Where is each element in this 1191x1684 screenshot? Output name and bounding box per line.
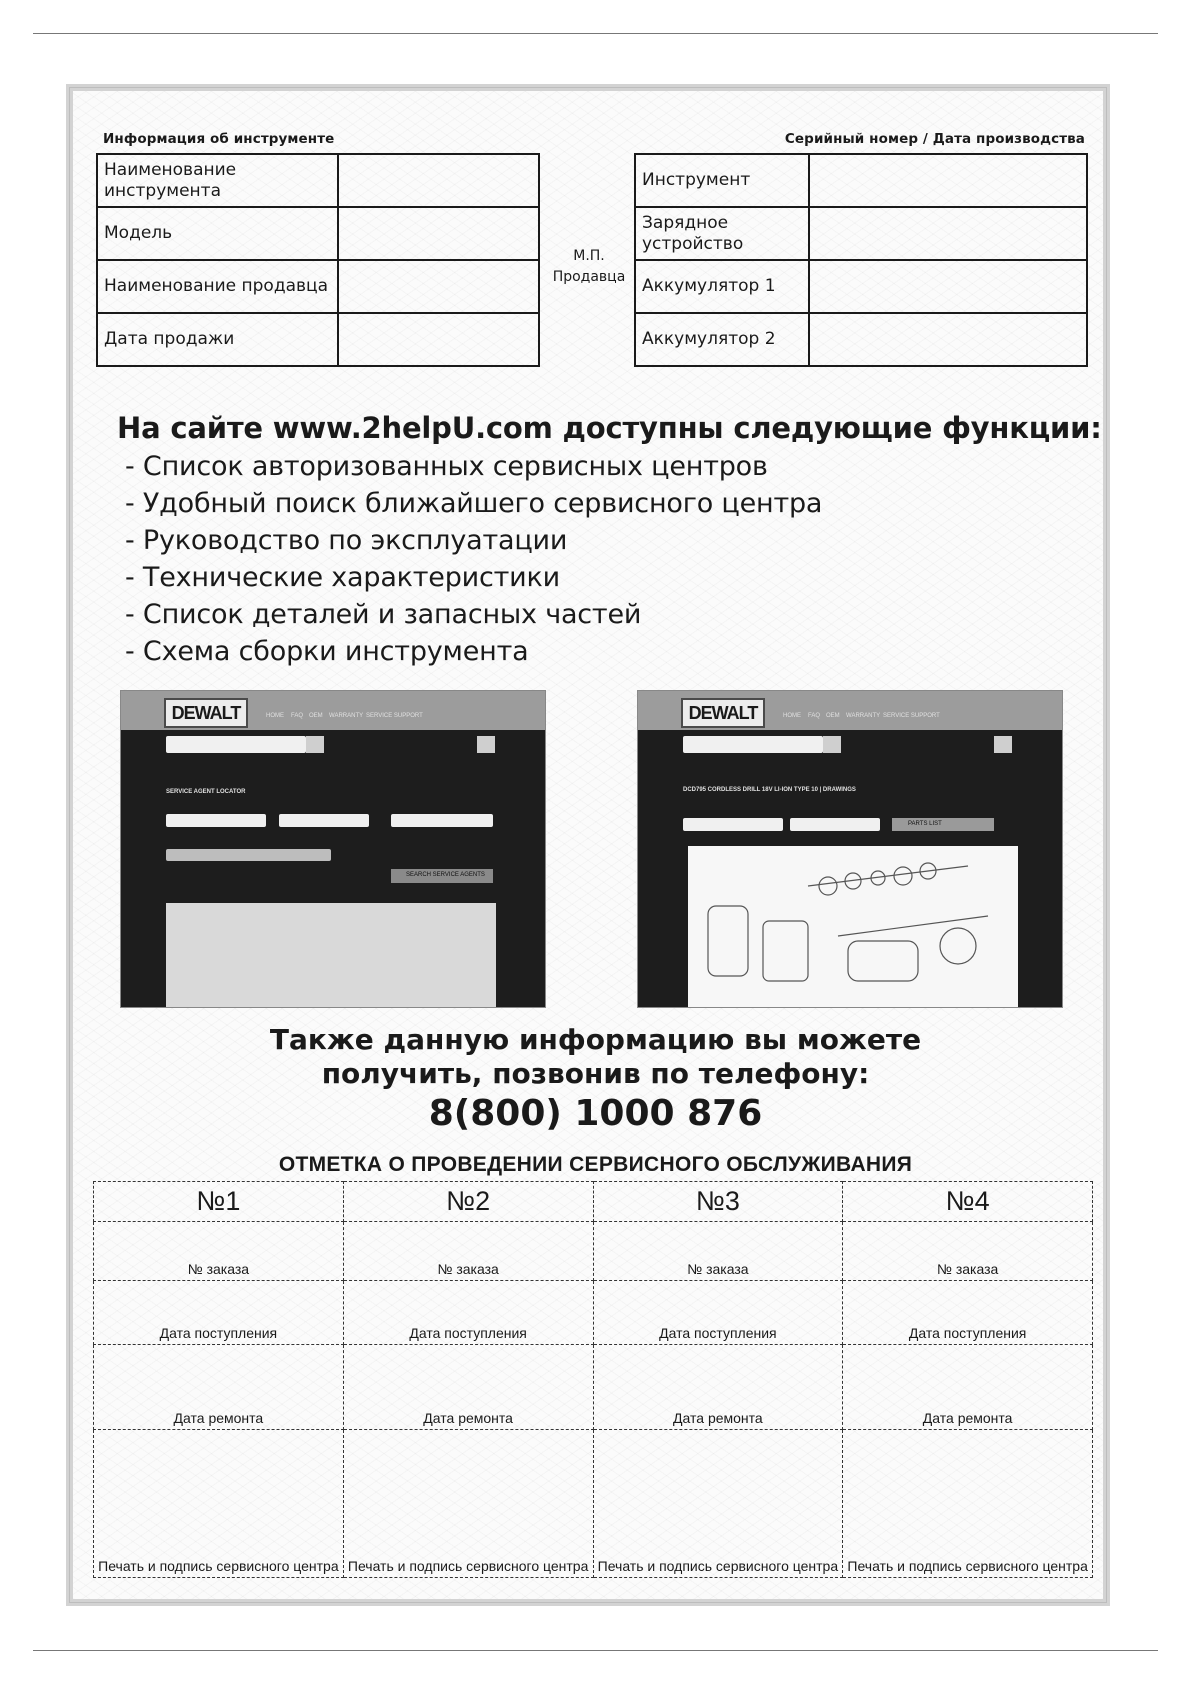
seller-stamp-area <box>549 246 629 288</box>
order-number-cell[interactable]: № заказа <box>593 1222 843 1281</box>
nav-item: OEM <box>309 713 323 719</box>
drawing-heading: DCD795 CORDLESS DRILL 18V LI-ION TYPE 10 | DRAWINGS <box>683 787 856 793</box>
europe-map <box>166 903 496 1007</box>
exploded-drawing-sketch <box>688 846 1018 1007</box>
feature-item: - Список авторизованных сервисных центров <box>125 451 768 482</box>
stamp-line-1: М.П. <box>573 248 605 264</box>
tool-name-field[interactable] <box>338 154 539 207</box>
feature-item: - Список деталей и запасных частей <box>125 599 642 630</box>
service-column-header: №2 <box>343 1182 593 1222</box>
brand-select <box>391 814 493 827</box>
service-column-header: №1 <box>94 1182 344 1222</box>
service-column-header: №3 <box>593 1182 843 1222</box>
nav-item: WARRANTY <box>329 713 364 719</box>
signature-cell[interactable]: Печать и подпись сервисного центра <box>94 1430 344 1578</box>
nav-item: FAQ <box>808 713 821 719</box>
nav-item: HOME <box>266 713 284 719</box>
parts-list-label: PARTS LIST <box>908 821 942 827</box>
features-title: На сайте www.2helpU.com доступны следующие функции: <box>117 411 1102 445</box>
received-date-cell[interactable]: Дата поступления <box>593 1281 843 1345</box>
bottom-rule <box>33 1650 1158 1651</box>
sale-date-label: Дата продажи <box>97 313 338 366</box>
repair-date-cell[interactable]: Дата ремонта <box>593 1345 843 1430</box>
menu-icon <box>994 736 1012 753</box>
exploded-drawing <box>688 846 1018 1007</box>
postcode-input <box>279 814 369 827</box>
feature-item: - Удобный поиск ближайшего сервисного центра <box>125 488 823 519</box>
nav-item: SERVICE SUPPORT <box>366 713 423 719</box>
sale-date-field[interactable] <box>338 313 539 366</box>
nav-item: FAQ <box>291 713 304 719</box>
search-button-icon <box>306 736 324 753</box>
top-rule <box>33 33 1158 34</box>
tool-serial-label: Инструмент <box>635 154 809 207</box>
tool-info-table <box>96 153 540 367</box>
charger-serial-field[interactable] <box>809 207 1087 260</box>
search-button-icon <box>823 736 841 753</box>
phone-info-line-1: Также данную информацию вы можете <box>269 1023 922 1056</box>
feature-item: - Схема сборки инструмента <box>125 636 529 667</box>
order-number-cell[interactable]: № заказа <box>843 1222 1093 1281</box>
country-select <box>166 814 266 827</box>
search-service-agents-label: SEARCH SERVICE AGENTS <box>406 872 485 878</box>
signature-cell[interactable]: Печать и подпись сервисного центра <box>843 1430 1093 1578</box>
signature-cell[interactable]: Печать и подпись сервисного центра <box>593 1430 843 1578</box>
service-record-title: ОТМЕТКА О ПРОВЕДЕНИИ СЕРВИСНОГО ОБСЛУЖИВАНИЯ <box>278 1153 913 1176</box>
product-search-box <box>166 736 306 753</box>
received-date-cell[interactable]: Дата поступления <box>843 1281 1093 1345</box>
battery2-serial-field[interactable] <box>809 313 1087 366</box>
received-date-cell[interactable]: Дата поступления <box>94 1281 344 1345</box>
nav-item: HOME <box>783 713 801 719</box>
repair-date-cell[interactable]: Дата ремонта <box>94 1345 344 1430</box>
repair-date-cell[interactable]: Дата ремонта <box>843 1345 1093 1430</box>
feature-item: - Руководство по эксплуатации <box>125 525 568 556</box>
seller-field[interactable] <box>338 260 539 313</box>
model-label: Модель <box>97 207 338 260</box>
nav-item: WARRANTY <box>846 713 881 719</box>
serial-header: Серийный номер / Дата производства <box>784 131 1085 147</box>
product-search-box <box>683 736 823 753</box>
service-locator-heading: SERVICE AGENT LOCATOR <box>166 789 246 795</box>
screenshot-service-locator <box>120 690 546 1008</box>
info-header: Информация об инструменте <box>103 131 335 147</box>
tool-serial-field[interactable] <box>809 154 1087 207</box>
serial-table <box>634 153 1088 367</box>
seller-label: Наименование продавца <box>97 260 338 313</box>
filter-icons-row <box>166 849 331 861</box>
phone-info-line-2: получить, позвонив по телефону: <box>321 1057 870 1090</box>
received-date-cell[interactable]: Дата поступления <box>343 1281 593 1345</box>
service-column-header: №4 <box>843 1182 1093 1222</box>
tool-name-label: Наименование инструмента <box>97 154 338 207</box>
feature-item: - Технические характеристики <box>125 562 560 593</box>
signature-cell[interactable]: Печать и подпись сервисного центра <box>343 1430 593 1578</box>
dewalt-logo: DEWALT <box>164 698 248 728</box>
nav-item: OEM <box>826 713 840 719</box>
document-select <box>683 818 783 831</box>
dewalt-logo: DEWALT <box>681 698 765 728</box>
nav-item: SERVICE SUPPORT <box>883 713 940 719</box>
service-record-table <box>93 1181 1093 1578</box>
order-number-cell[interactable]: № заказа <box>343 1222 593 1281</box>
battery2-serial-label: Аккумулятор 2 <box>635 313 809 366</box>
repair-date-cell[interactable]: Дата ремонта <box>343 1345 593 1430</box>
menu-icon <box>477 736 495 753</box>
screenshot-parts-drawing <box>637 690 1063 1008</box>
charger-serial-label: Зарядное устройство <box>635 207 809 260</box>
support-phone-number: 8(800) 1000 876 <box>428 1093 763 1134</box>
page-select <box>790 818 880 831</box>
order-number-cell[interactable]: № заказа <box>94 1222 344 1281</box>
model-field[interactable] <box>338 207 539 260</box>
battery1-serial-field[interactable] <box>809 260 1087 313</box>
battery1-serial-label: Аккумулятор 1 <box>635 260 809 313</box>
stamp-line-2: Продавца <box>552 269 626 285</box>
